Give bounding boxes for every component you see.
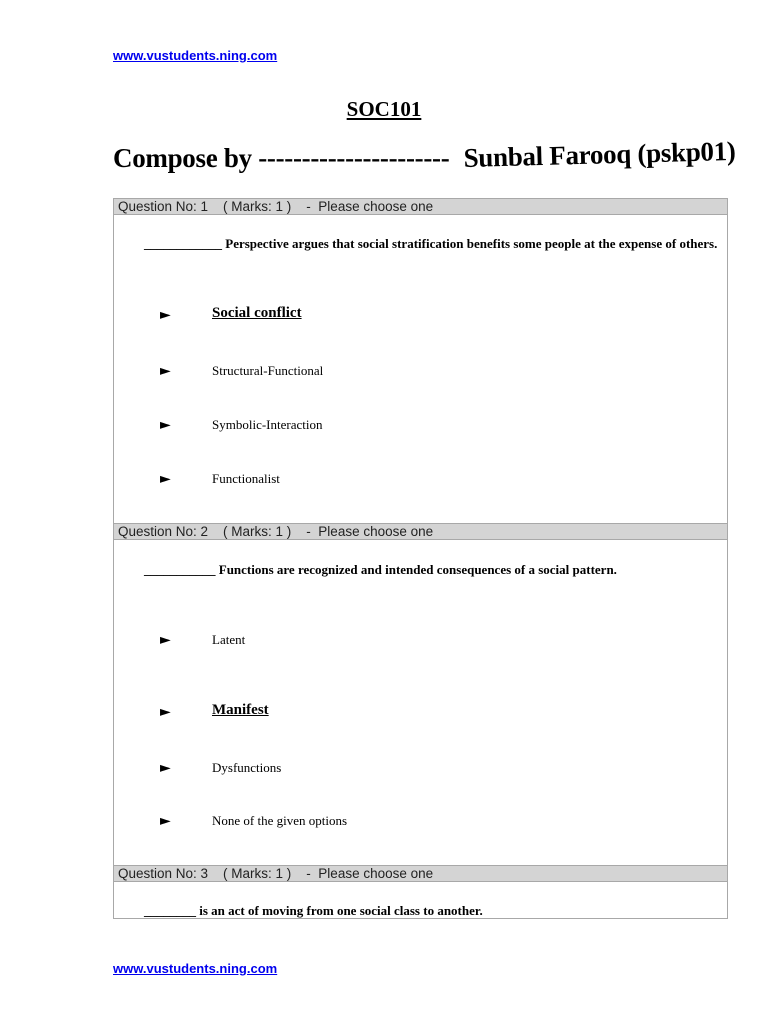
option-label: Dysfunctions	[212, 760, 282, 775]
option-label: Latent	[212, 632, 246, 647]
question-3-text: ________ is an act of moving from one social class to another.	[144, 903, 483, 918]
arrow-icon: ►	[160, 813, 171, 829]
option-label: Manifest	[212, 702, 269, 718]
question-2-header: Question No: 2 ( Marks: 1 ) - Please choose one	[113, 523, 728, 540]
arrow-icon: ►	[160, 704, 171, 720]
option-label: Functionalist	[212, 471, 280, 486]
compose-by-line	[113, 135, 753, 185]
arrow-icon: ►	[160, 760, 171, 776]
arrow-icon: ►	[160, 307, 171, 323]
question-3-header: Question No: 3 ( Marks: 1 ) - Please choose one	[113, 865, 728, 882]
course-code-title: SOC101	[346, 97, 422, 121]
option-label: Symbolic-Interaction	[212, 417, 323, 432]
arrow-icon: ►	[160, 632, 171, 648]
arrow-icon: ►	[160, 471, 171, 487]
arrow-icon: ►	[160, 363, 171, 379]
option-label: Social conflict	[212, 305, 302, 321]
question-1-text: ____________ Perspective argues that social stratification benefits some people at the expense of others.	[144, 236, 718, 251]
question-1-option-3[interactable]	[160, 415, 560, 437]
site-link-top[interactable]: www.vustudents.ning.com	[113, 48, 278, 63]
question-1-option-1[interactable]	[160, 305, 560, 327]
question-2-option-2[interactable]	[160, 702, 560, 724]
compose-prefix: Compose by ----------------------	[113, 143, 450, 173]
question-1-option-4[interactable]	[160, 469, 560, 491]
option-label: Structural-Functional	[212, 363, 324, 378]
question-2-text: ___________ Functions are recognized and intended consequences of a social pattern.	[144, 562, 617, 577]
question-2-option-4[interactable]	[160, 811, 560, 833]
question-1-header: Question No: 1 ( Marks: 1 ) - Please choose one	[113, 198, 728, 215]
option-label: None of the given options	[212, 813, 348, 828]
question-2-option-3[interactable]	[160, 758, 560, 780]
question-2-option-1[interactable]	[160, 630, 560, 652]
arrow-icon: ►	[160, 417, 171, 433]
compose-author: Sunbal Farooq (pskp01)	[463, 135, 736, 174]
site-link-bottom[interactable]: www.vustudents.ning.com	[113, 961, 278, 976]
question-1-option-2[interactable]	[160, 361, 560, 383]
